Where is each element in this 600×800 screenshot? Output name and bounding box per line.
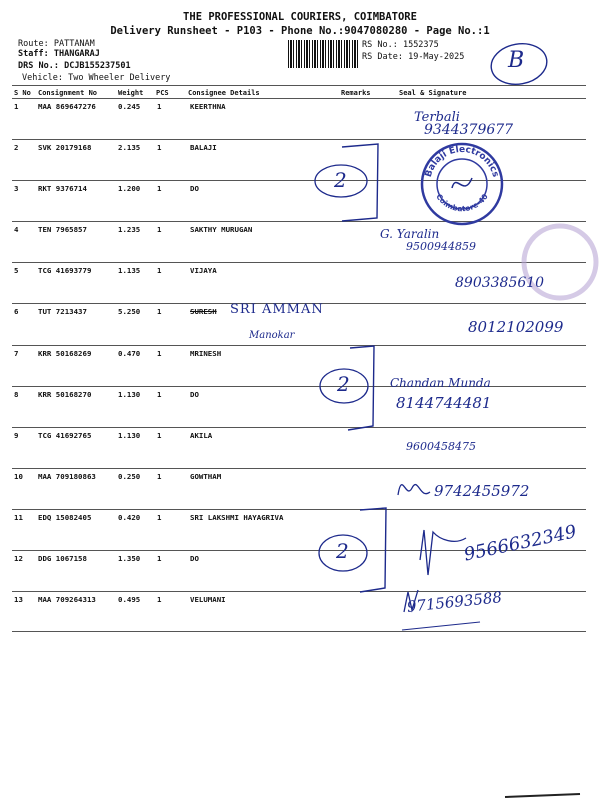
row-sno: 13 [14,595,23,604]
row-consignee: DO [190,390,199,399]
runsheet-subtitle: Delivery Runsheet - P103 - Phone No.:9047080280 - Page No.:1 [110,25,490,37]
row-consignment: EDQ 15082405 [38,513,92,522]
row-consignment: KRR 50168270 [38,390,92,399]
rs-date-field [362,52,464,62]
row6-correction-2: Manokar [249,330,295,341]
row-consignment: TUT 7213437 [38,307,87,316]
staff-value: THANGARAJ [53,49,100,59]
signature-10-phone: 9742455972 [434,482,530,500]
row-weight: 1.130 [118,390,141,399]
row-pcs: 1 [157,266,162,275]
vehicle-value: Two Wheeler Delivery [68,73,171,83]
row-consignment: TCG 41692765 [38,431,92,440]
row-divider [12,509,586,510]
rs-date-value: 19-May-2025 [408,52,465,62]
row-consignment: KRR 50168269 [38,349,92,358]
row-consignment: SVK 20179168 [38,143,92,152]
col-pcs: PCS [156,89,169,97]
row-consignee: KEERTHNA [190,102,226,111]
signature-1-phone: 9344379677 [424,122,514,138]
row-weight: 0.495 [118,595,141,604]
row-weight: 1.130 [118,431,141,440]
row-sno: 1 [14,102,19,111]
company-title: THE PROFESSIONAL COURIERS, COIMBATORE [183,11,417,23]
group-count-c: 2 [336,539,349,563]
row-consignment: DDG 1067158 [38,554,87,563]
staff-label: Staff: [18,49,49,59]
signature-6-phone: 8012102099 [468,318,564,336]
signature-7-name: Chandan Munda [390,376,491,390]
row-consignee: VELUMANI [190,595,226,604]
corner-mark: B [508,48,525,73]
group-count-b: 2 [337,372,350,396]
row-sno: 10 [14,472,23,481]
row-pcs: 1 [157,143,162,152]
row-weight: 1.235 [118,225,141,234]
signature-scribble-10 [398,485,430,495]
row-sno: 9 [14,431,19,440]
row-consignment: TEN 7965857 [38,225,87,234]
row-consignee: DO [190,554,199,563]
row-sno: 8 [14,390,19,399]
col-weight: Weight [118,89,144,97]
row-sno: 12 [14,554,23,563]
drs-value: DCJB155237501 [64,61,131,71]
drs-field [18,61,131,71]
row-weight: 1.135 [118,266,141,275]
row-sno: 4 [14,225,19,234]
row-divider [12,631,586,632]
row-consignee: BALAJI [190,143,217,152]
row-consignee: SRI LAKSHMI HAYAGRIVA [190,513,284,522]
signature-4-phone: 9500944859 [406,240,476,253]
signature-1-name: Terbali [414,110,460,125]
row-pcs: 1 [157,225,162,234]
row-consignment: TCG 41693779 [38,266,92,275]
row-pcs: 1 [157,349,162,358]
rs-no-label: RS No.: [362,40,398,50]
route-field [18,39,95,49]
signature-4-name: G. Yaralin [380,227,440,241]
header-bottom-rule [12,98,586,99]
row-consignment: RKT 9376714 [38,184,87,193]
drs-label: DRS No.: [18,61,59,71]
row6-correction-1: SRI AMMAN [230,302,324,317]
row-consignment: MAA 709264313 [38,595,96,604]
bottom-smudge [505,794,580,797]
row-consignee: AKILA [190,431,213,440]
row-weight: 0.250 [118,472,141,481]
row-consignee: MRINESH [190,349,222,358]
signature-11-phone: 9566632349 [462,521,579,566]
bracket-rows-7-9 [348,346,374,430]
row-consignee: DO [190,184,199,193]
row-sno: 6 [14,307,19,316]
rs-date-label: RS Date: [362,52,403,62]
col-remarks: Remarks [341,89,371,97]
stamp-bottom-text: Coimbatore-40 [434,192,490,214]
row-pcs: 1 [157,307,162,316]
row-pcs: 1 [157,102,162,111]
row-divider [12,427,586,428]
row-pcs: 1 [157,431,162,440]
stamp-top-text: Balaji Electronics [423,144,501,179]
row-sno: 2 [14,143,19,152]
col-seal-signature: Seal & Signature [399,89,467,97]
col-consignee: Consignee Details [188,89,260,97]
signature-9-phone: 9600458475 [406,440,476,453]
row-pcs: 1 [157,595,162,604]
row-consignment: MAA 869647276 [38,102,96,111]
row-pcs: 1 [157,513,162,522]
row-consignee: VIJAYA [190,266,217,275]
row-sno: 7 [14,349,19,358]
signature-underline [402,622,480,630]
vehicle-field [22,73,170,83]
row-sno: 11 [14,513,23,522]
row-weight: 0.470 [118,349,141,358]
row-weight: 5.250 [118,307,141,316]
barcode [288,40,360,68]
group-count-a: 2 [334,168,347,192]
row-divider [12,262,586,263]
row-divider [12,345,586,346]
row-consignee: SAKTHY MURUGAN [190,225,253,234]
route-value: PATTANAM [53,39,95,49]
rs-no-field [362,40,439,50]
row-weight: 0.420 [118,513,141,522]
signature-13-phone: 9715693588 [406,588,503,616]
row-weight: 1.200 [118,184,141,193]
col-consignment: Consignment No [38,89,98,97]
row-weight: 0.245 [118,102,141,111]
row-pcs: 1 [157,390,162,399]
bracket-rows-2-3 [342,144,378,221]
row-sno: 3 [14,184,19,193]
row-consignee: GOWTHAM [190,472,222,481]
row-weight: 1.350 [118,554,141,563]
row-weight: 2.135 [118,143,141,152]
row-consignee: SURESH [190,307,217,316]
staff-field [18,49,100,59]
row-pcs: 1 [157,554,162,563]
rs-no-value: 1552375 [402,40,439,50]
row-sno: 5 [14,266,19,275]
svg-text:Coimbatore-40 [434,192,489,213]
company-seal-stamp [420,142,504,226]
row-divider [12,139,586,140]
signature-7-phone: 8144744481 [396,394,492,412]
route-label: Route: [18,39,49,49]
signature-5-phone: 8903385610 [455,275,545,291]
svg-text:Balaji Electronics [424,145,500,178]
row-pcs: 1 [157,184,162,193]
col-sno: S No [14,89,31,97]
row-divider [12,386,586,387]
row-pcs: 1 [157,472,162,481]
vehicle-label: Vehicle: [22,73,63,83]
row-divider [12,468,586,469]
row-consignment: MAA 709180863 [38,472,96,481]
signature-scribble-11 [420,530,466,575]
header-top-rule [12,85,586,86]
